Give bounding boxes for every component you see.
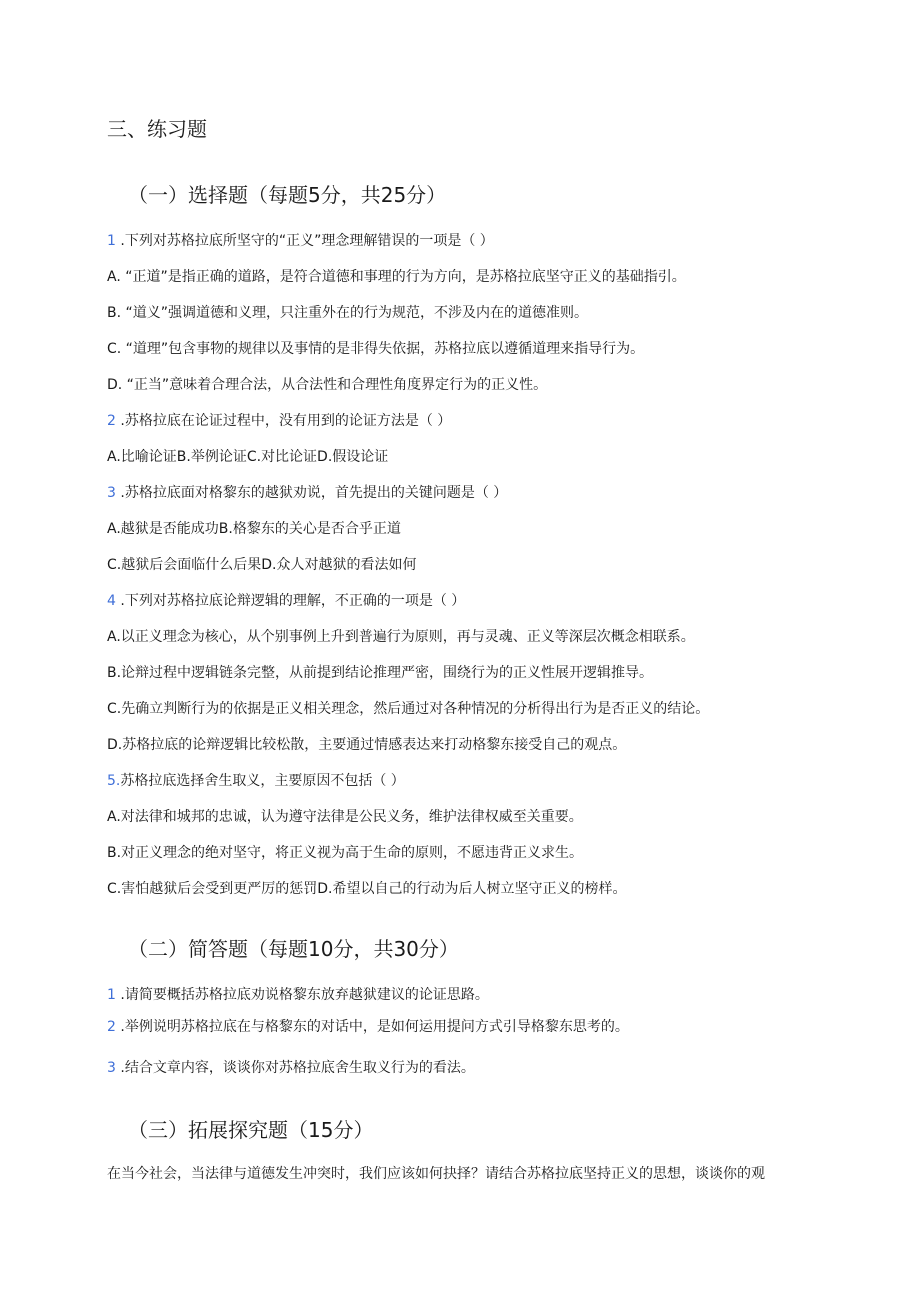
option-5b: B.对正义理念的绝对坚守，将正义视为高于生命的原则，不愿违背正义求生。	[107, 845, 584, 861]
option-1a: A. “正道”是指正确的道路，是符合道德和事理的行为方向，是苏格拉底坚守正义的基础指引。	[107, 269, 686, 285]
question-text: .结合文章内容，谈谈你对苏格拉底舍生取义行为的看法。	[115, 1060, 475, 1076]
option-5cd: C.害怕越狱后会受到更严厉的惩罚D.希望以自己的行动为后人树立坚守正义的榜样。	[107, 881, 627, 897]
question-number: 2	[107, 1019, 116, 1035]
question-stem: .苏格拉底面对格黎东的越狱劝说，首先提出的关键问题是（ ）	[115, 485, 508, 501]
short-answer-heading: （二）简答题（每题10分，共30分）	[128, 937, 459, 961]
section-title: 三、练习题	[107, 117, 207, 141]
question-4	[107, 591, 465, 611]
question-number: 3	[107, 1060, 116, 1076]
options-3-cd: C.越狱后会面临什么后果D.众人对越狱的看法如何	[107, 557, 417, 573]
explore-question-text: 在当今社会，当法律与道德发生冲突时，我们应该如何抉择？请结合苏格拉底坚持正义的思想，谈谈你的观	[107, 1166, 765, 1182]
question-text: .请简要概括苏格拉底劝说格黎东放弃越狱建议的论证思路。	[115, 987, 489, 1003]
choice-heading: （一）选择题（每题5分，共25分）	[128, 183, 447, 207]
question-2	[107, 411, 451, 431]
question-3	[107, 483, 507, 503]
question-number: 1	[107, 233, 116, 249]
question-stem: .下列对苏格拉底论辩逻辑的理解，不正确的一项是（ ）	[115, 593, 466, 609]
question-stem: 苏格拉底选择舍生取义，主要原因不包括（ ）	[120, 773, 405, 789]
explore-heading: （三）拓展探究题（15分）	[128, 1118, 374, 1142]
question-5	[107, 771, 405, 791]
short-question-1	[107, 985, 489, 1005]
question-text: .举例说明苏格拉底在与格黎东的对话中，是如何运用提问方式引导格黎东思考的。	[115, 1019, 629, 1035]
option-5a: A.对法律和城邦的忠诚，认为遵守法律是公民义务，维护法律权威至关重要。	[107, 809, 583, 825]
option-4c: C.先确立判断行为的依据是正义相关理念，然后通过对各种情况的分析得出行为是否正义的结论。	[107, 701, 710, 717]
question-1	[107, 231, 494, 251]
option-4a: A.以正义理念为核心，从个别事例上升到普遍行为原则，再与灵魂、正义等深层次概念相联系。	[107, 629, 695, 645]
question-number: 5.	[107, 773, 121, 789]
options-2: A.比喻论证B.举例论证C.对比论证D.假设论证	[107, 449, 389, 465]
question-number: 3	[107, 485, 116, 501]
option-1d: D. “正当”意味着合理合法，从合法性和合理性角度界定行为的正义性。	[107, 377, 548, 393]
question-number: 4	[107, 593, 116, 609]
options-3-ab: A.越狱是否能成功B.格黎东的关心是否合乎正道	[107, 521, 401, 537]
short-question-2	[107, 1017, 629, 1037]
option-4d: D.苏格拉底的论辩逻辑比较松散，主要通过情感表达来打动格黎东接受自己的观点。	[107, 737, 627, 753]
option-4b: B.论辩过程中逻辑链条完整，从前提到结论推理严密，围绕行为的正义性展开逻辑推导。	[107, 665, 654, 681]
option-1b: B. “道义”强调道德和义理，只注重外在的行为规范，不涉及内在的道德准则。	[107, 305, 589, 321]
question-number: 2	[107, 413, 116, 429]
short-question-3	[107, 1058, 475, 1078]
option-1c: C. “道理”包含事物的规律以及事情的是非得失依据，苏格拉底以遵循道理来指导行为。	[107, 341, 645, 357]
question-stem: .苏格拉底在论证过程中，没有用到的论证方法是（ ）	[115, 413, 452, 429]
question-number: 1	[107, 987, 116, 1003]
question-stem: .下列对苏格拉底所坚守的“正义”理念理解错误的一项是（ ）	[115, 233, 494, 249]
